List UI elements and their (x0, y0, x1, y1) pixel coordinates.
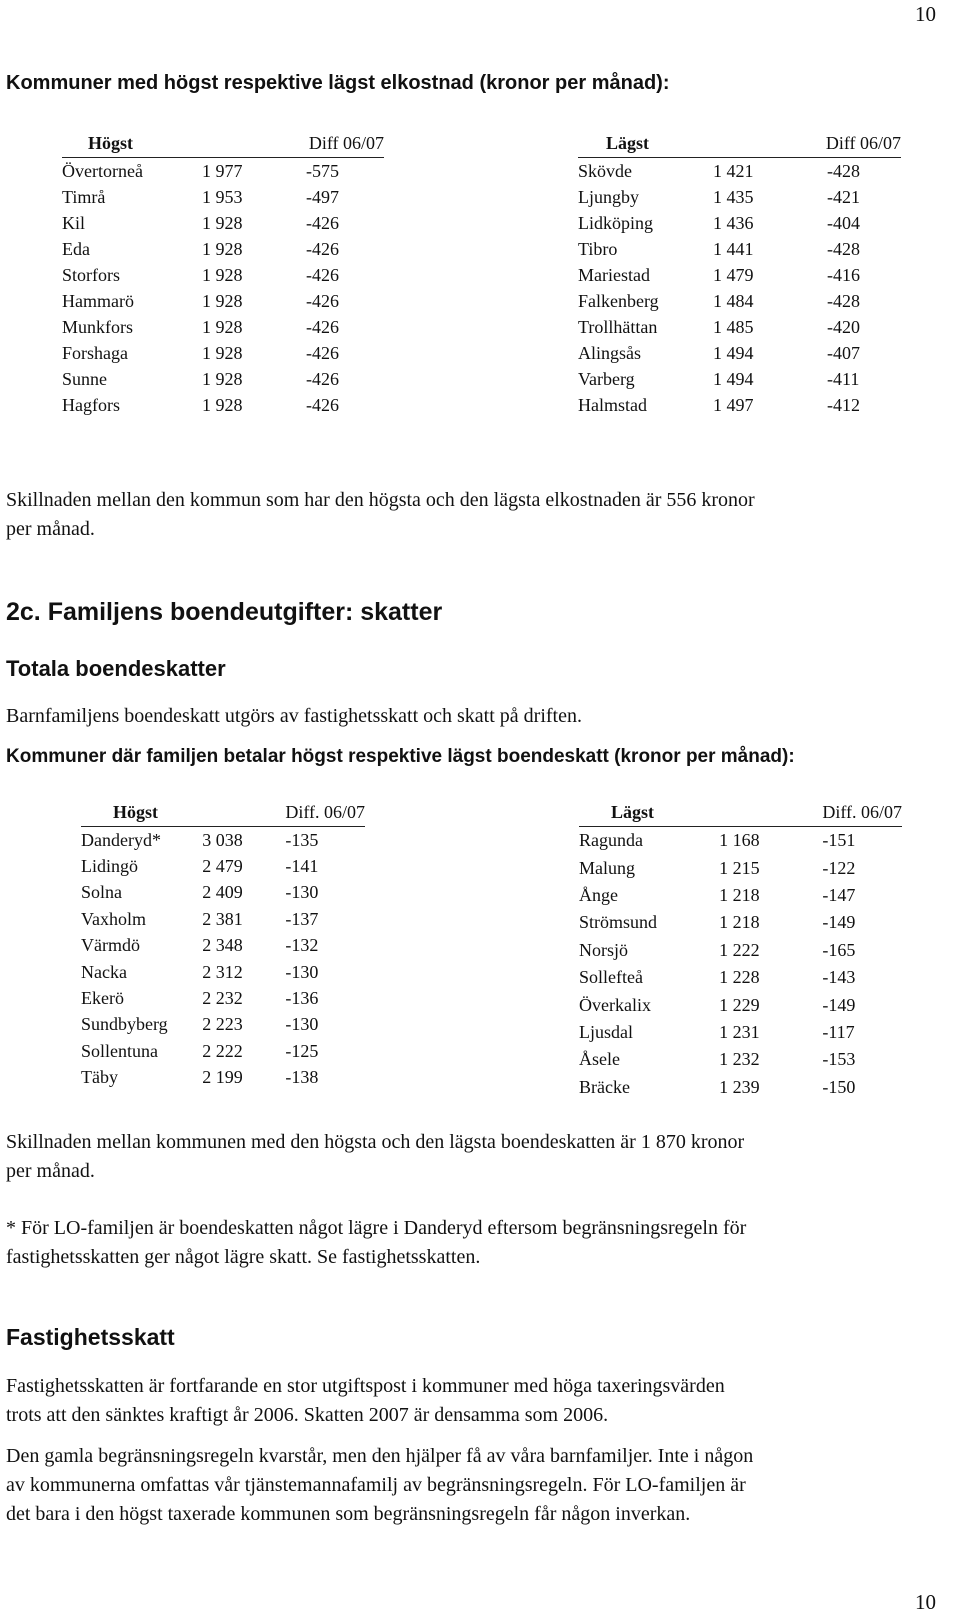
tax-heading: Kommuner där familjen betalar högst respektive lägst boendeskatt (kronor per månad): (6, 746, 795, 767)
elcost-lowest-body (578, 130, 901, 418)
paragraph-line: det bara i den högst taxerade kommunen som begränsningsregeln får någon inverkan. (6, 1503, 691, 1525)
cell-diff: -149 (822, 912, 856, 933)
cell-value: 1 497 (713, 394, 754, 415)
cell-value: 1 229 (719, 994, 760, 1015)
cell-diff: -404 (827, 212, 860, 233)
cell-name: Värmdö (81, 935, 140, 956)
cell-name: Vaxholm (81, 908, 146, 929)
paragraph-line: Fastighetsskatten är fortfarande en stor utgiftspost i kommuner med höga taxeringsvärden (6, 1375, 725, 1397)
cell-name: Hammarö (62, 290, 134, 311)
table-row (578, 340, 901, 366)
summary-line: per månad. (6, 518, 95, 540)
elcost-heading: Kommuner med högst respektive lägst elkostnad (kronor per månad): (6, 72, 670, 94)
summary-line: Skillnaden mellan den kommun som har den högsta och den lägsta elkostnaden är 556 kronor (6, 489, 755, 511)
paragraph-line: trots att den sänktes kraftigt år 2006. Skatten 2007 är densamma som 2006. (6, 1404, 609, 1426)
cell-diff: -130 (285, 961, 319, 982)
table-row (62, 236, 384, 262)
col-label-diff: Diff. 06/07 (822, 799, 902, 827)
cell-name: Halmstad (578, 394, 647, 415)
cell-value: 2 223 (202, 1014, 243, 1035)
cell-diff: -411 (827, 368, 860, 389)
table-row (578, 210, 901, 236)
cell-name: Timrå (62, 186, 106, 207)
col-label-diff: Diff. 06/07 (285, 799, 365, 827)
cell-diff: -125 (285, 1040, 319, 1061)
cell-name: Skövde (578, 160, 632, 181)
cell-value: 2 312 (202, 961, 243, 982)
table-row (579, 991, 902, 1018)
cell-value: 1 928 (202, 238, 243, 259)
cell-name: Sundbyberg (81, 1014, 168, 1035)
table-row (579, 909, 902, 936)
cell-value: 1 435 (713, 186, 754, 207)
cell-value: 1 421 (713, 160, 754, 181)
cell-value: 2 222 (202, 1040, 243, 1061)
section-subtitle: Totala boendeskatter (6, 656, 226, 681)
table-row (62, 288, 384, 314)
cell-value: 1 977 (202, 160, 243, 181)
table-row (579, 1074, 902, 1101)
table-row (81, 827, 365, 854)
elcost-summary (6, 486, 755, 544)
cell-value: 1 494 (713, 368, 754, 389)
col-label-hogst: Högst (81, 799, 202, 827)
table-row (578, 288, 901, 314)
cell-name: Täby (81, 1067, 118, 1088)
cell-name: Solna (81, 882, 123, 903)
section-title: 2c. Familjens boendeutgifter: skatter (6, 598, 443, 626)
table-row (579, 964, 902, 991)
cell-value: 1 953 (202, 186, 243, 207)
cell-value: 1 218 (719, 912, 760, 933)
cell-value: 1 484 (713, 290, 754, 311)
cell-diff: -421 (827, 186, 860, 207)
table-row (579, 1019, 902, 1046)
cell-name: Norsjö (579, 939, 628, 960)
cell-name: Hagfors (62, 394, 120, 415)
cell-value: 1 928 (202, 394, 243, 415)
cell-value: 1 928 (202, 316, 243, 337)
cell-diff: -426 (306, 264, 339, 285)
cell-diff: -420 (827, 316, 860, 337)
cell-name: Ljungby (578, 186, 639, 207)
cell-diff: -150 (822, 1076, 856, 1097)
table-row (579, 1046, 902, 1073)
elcost-highest-table (62, 130, 384, 418)
cell-name: Mariestad (578, 264, 650, 285)
table-row (578, 236, 901, 262)
table-row (579, 882, 902, 909)
cell-diff: -117 (822, 1021, 855, 1042)
table-header-row (81, 799, 365, 827)
cell-value: 1 928 (202, 290, 243, 311)
fastighetsskatt-paragraph-2 (6, 1442, 753, 1529)
cell-diff: -426 (306, 316, 339, 337)
paragraph-line: av kommunerna omfattas vår tjänstemannafamilj av begränsningsregeln. För LO-familjen är (6, 1474, 746, 1496)
cell-value: 1 228 (719, 967, 760, 988)
table-row (81, 1012, 365, 1038)
cell-diff: -132 (285, 935, 319, 956)
cell-diff: -143 (822, 967, 856, 988)
cell-diff: -147 (822, 884, 856, 905)
table-row (578, 158, 901, 185)
table-row (578, 314, 901, 340)
cell-name: Ljusdal (579, 1021, 633, 1042)
section-intro: Barnfamiljens boendeskatt utgörs av fastighetsskatt och skatt på driften. (6, 705, 582, 727)
col-label-lagst: Lägst (579, 799, 719, 827)
tax-summary (6, 1128, 744, 1186)
cell-name: Sollefteå (579, 967, 643, 988)
cell-diff: -497 (306, 186, 339, 207)
paragraph-line: Den gamla begränsningsregeln kvarstår, men den hjälper få av våra barnfamiljer. Inte i någon (6, 1445, 754, 1467)
col-label-lagst: Lägst (578, 130, 713, 158)
table-row (578, 392, 901, 418)
cell-diff: -149 (822, 994, 856, 1015)
cell-name: Nacka (81, 961, 127, 982)
footnote-line: * För LO-familjen är boendeskatten något lägre i Danderyd eftersom begränsningsregeln för (6, 1217, 747, 1239)
col-label-diff: Diff 06/07 (302, 130, 384, 158)
table-row (81, 1038, 365, 1064)
cell-diff: -426 (306, 238, 339, 259)
page-number-bottom: 10 (915, 1590, 936, 1614)
fastighetsskatt-paragraph-1 (6, 1372, 725, 1430)
col-label-diff: Diff 06/07 (803, 130, 901, 158)
cell-diff: -426 (306, 212, 339, 233)
cell-diff: -122 (822, 857, 856, 878)
table-row (81, 880, 365, 906)
cell-name: Övertorneå (62, 160, 143, 181)
cell-diff: -575 (306, 160, 339, 181)
col-label-hogst: Högst (62, 130, 202, 158)
cell-name: Munkfors (62, 316, 133, 337)
table-row (62, 366, 384, 392)
table-row (81, 959, 365, 985)
cell-diff: -165 (822, 939, 856, 960)
cell-value: 1 222 (719, 939, 760, 960)
cell-diff: -426 (306, 342, 339, 363)
cell-diff: -426 (306, 368, 339, 389)
tax-highest-table (81, 799, 365, 1091)
tax-lowest-table (579, 799, 902, 1101)
table-row (578, 184, 901, 210)
table-row (62, 184, 384, 210)
cell-value: 1 215 (719, 857, 760, 878)
cell-name: Lidköping (578, 212, 653, 233)
cell-value: 2 479 (202, 856, 243, 877)
cell-value: 1 239 (719, 1076, 760, 1097)
cell-name: Strömsund (579, 912, 658, 933)
summary-line: per månad. (6, 1160, 95, 1182)
cell-diff: -136 (285, 988, 319, 1009)
cell-name: Alingsås (578, 342, 641, 363)
cell-diff: -412 (827, 394, 860, 415)
cell-value: 1 928 (202, 342, 243, 363)
cell-name: Falkenberg (578, 290, 659, 311)
table-row (81, 906, 365, 932)
summary-line: Skillnaden mellan kommunen med den högsta och den lägsta boendeskatten är 1 870 kronor (6, 1131, 745, 1153)
cell-value: 1 494 (713, 342, 754, 363)
cell-value: 2 409 (202, 882, 243, 903)
table-row (62, 158, 384, 185)
cell-name: Malung (579, 857, 635, 878)
cell-diff: -416 (827, 264, 860, 285)
cell-diff: -135 (285, 829, 319, 850)
cell-value: 1 441 (713, 238, 754, 259)
cell-name: Tibro (578, 238, 618, 259)
table-row (81, 853, 365, 879)
table-row (62, 392, 384, 418)
cell-value: 1 928 (202, 368, 243, 389)
cell-value: 1 928 (202, 264, 243, 285)
cell-diff: -426 (306, 290, 339, 311)
tax-lowest-body (579, 799, 902, 1101)
table-header-row (578, 130, 901, 158)
cell-name: Åsele (579, 1049, 620, 1070)
cell-name: Lidingö (81, 856, 138, 877)
cell-diff: -138 (285, 1067, 319, 1088)
cell-value: 1 218 (719, 884, 760, 905)
cell-value: 2 381 (202, 908, 243, 929)
footnote (6, 1214, 746, 1272)
cell-name: Sunne (62, 368, 107, 389)
table-header-row (579, 799, 902, 827)
elcost-highest-body (62, 130, 384, 418)
table-row (62, 340, 384, 366)
cell-diff: -407 (827, 342, 860, 363)
cell-diff: -141 (285, 856, 319, 877)
cell-name: Varberg (578, 368, 635, 389)
table-row (62, 314, 384, 340)
cell-value: 2 199 (202, 1067, 243, 1088)
cell-name: Trollhättan (578, 316, 658, 337)
table-row (62, 262, 384, 288)
footnote-line: fastighetsskatten ger något lägre skatt. Se fastighetsskatten. (6, 1246, 481, 1268)
cell-name: Ånge (579, 884, 618, 905)
table-row (81, 1065, 365, 1091)
cell-value: 2 348 (202, 935, 243, 956)
cell-name: Kil (62, 212, 86, 233)
cell-name: Ragunda (579, 830, 643, 851)
table-row (579, 854, 902, 881)
cell-name: Ekerö (81, 988, 124, 1009)
cell-diff: -130 (285, 1014, 319, 1035)
tax-highest-body (81, 799, 365, 1091)
cell-value: 1 168 (719, 830, 760, 851)
cell-value: 1 485 (713, 316, 754, 337)
cell-diff: -428 (827, 238, 860, 259)
cell-value: 1 436 (713, 212, 754, 233)
cell-value: 1 232 (719, 1049, 760, 1070)
table-header-row (62, 130, 384, 158)
cell-name: Överkalix (579, 994, 651, 1015)
cell-value: 3 038 (202, 829, 243, 850)
page-number-top: 10 (915, 2, 936, 26)
cell-diff: -428 (827, 160, 860, 181)
fastighetsskatt-title: Fastighetsskatt (6, 1324, 175, 1350)
cell-name: Storfors (62, 264, 120, 285)
cell-name: Bräcke (579, 1076, 630, 1097)
cell-name: Forshaga (62, 342, 128, 363)
table-row (62, 210, 384, 236)
table-row (81, 933, 365, 959)
cell-value: 1 231 (719, 1021, 760, 1042)
cell-value: 2 232 (202, 988, 243, 1009)
cell-value: 1 928 (202, 212, 243, 233)
cell-name: Sollentuna (81, 1040, 158, 1061)
table-row (578, 262, 901, 288)
table-row (578, 366, 901, 392)
cell-name: Eda (62, 238, 90, 259)
elcost-lowest-table (578, 130, 901, 418)
cell-diff: -426 (306, 394, 339, 415)
cell-diff: -137 (285, 908, 319, 929)
cell-diff: -130 (285, 882, 319, 903)
table-row (579, 937, 902, 964)
cell-diff: -151 (822, 830, 856, 851)
cell-name: Danderyd* (81, 829, 161, 850)
cell-diff: -153 (822, 1049, 856, 1070)
cell-diff: -428 (827, 290, 860, 311)
cell-value: 1 479 (713, 264, 754, 285)
table-row (81, 985, 365, 1011)
table-row (579, 827, 902, 855)
